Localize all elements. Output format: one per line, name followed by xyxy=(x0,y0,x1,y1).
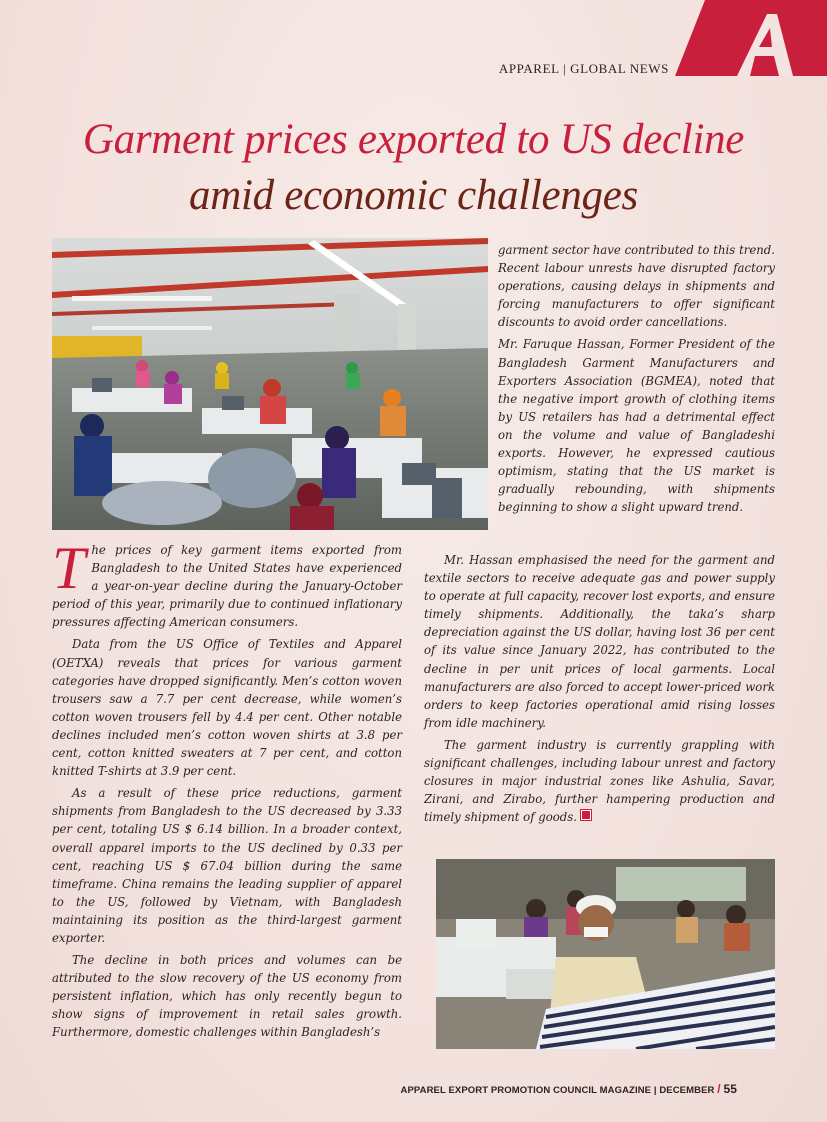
paragraph: Mr. Faruque Hassan, Former President of the Bangladesh Garment Manufacturers and Exporters Association (BGMEA), noted that the negative import growth of clothing items by US retailers has had a detrimental effect on the volume and value of Bangladeshi exports. However, he expressed cautious optimism, stating that the US market is gradually rebounding, with shipments beginning to show a slight upward trend. xyxy=(498,337,775,515)
title-line-1: Garment prices exported to US decline xyxy=(82,116,745,163)
apparel-a-logo xyxy=(675,0,827,76)
footer-text: APPAREL EXPORT PROMOTION COUNCIL MAGAZINE | DECEMBER xyxy=(400,1085,715,1096)
footer-slash: / xyxy=(717,1082,721,1096)
paragraph: The garment industry is currently grappling with significant challenges, including labour unrest and factory closures in major industrial zones like Ashulia, Savar, Zirani, and Zirabo, further hampering production and timely shipment of goods. xyxy=(424,737,775,825)
article-column-right xyxy=(424,551,775,830)
end-of-article-icon xyxy=(581,810,591,820)
article-column-top-right xyxy=(498,241,775,520)
section-label: APPAREL | GLOBAL NEWS xyxy=(498,61,669,76)
paragraph: he prices of key garment items exported from Bangladesh to the United States have experienced a year-on-year decline during the January-October period of this year, primarily due to continued inflationary pressures affecting American consumers. xyxy=(52,543,402,630)
paragraph: Data from the US Office of Textiles and Apparel (OETXA) reveals that prices for various garment categories have dropped significantly. Men’s cotton woven trousers saw a 7.7 per cent decrease, while women’s cotton woven trousers fell by 4.4 per cent. Other notable declines included men’s cotton woven shirts at 3.8 per cent, cotton knitted sweaters at 7 per cent, and cotton knitted T-shirts at 3.9 per cent. xyxy=(52,637,402,779)
paragraph: garment sector have contributed to this trend. Recent labour unrests have disrupted factory operations, causing delays in shipments and forcing manufacturers to offer significant discounts to avoid order cancellations. xyxy=(498,243,775,330)
sewing-worker-photo xyxy=(436,859,775,1049)
drop-cap: T xyxy=(52,535,86,601)
paragraph: As a result of these price reductions, garment shipments from Bangladesh to the US decreased by 3.33 per cent, totaling US $ 6.14 billion. In a broader context, overall apparel imports to the US declined by 0.33 per cent, reaching US $ 67.04 billion during the same timeframe. China remains the leading supplier of apparel to the US, followed by Vietnam, with Bangladesh maintaining its position as the third-largest garment exporter. xyxy=(52,786,402,945)
paragraph: The decline in both prices and volumes can be attributed to the slow recovery of the US economy from persistent inflation, which has only recently begun to show signs of improvement in retail sales growth. Furthermore, domestic challenges within Bangladesh’s xyxy=(52,953,402,1040)
article-column-left xyxy=(52,535,402,1046)
title-line-2: amid economic challenges xyxy=(189,172,638,219)
factory-floor-photo xyxy=(52,238,488,530)
paragraph: Mr. Hassan emphasised the need for the garment and textile sectors to receive adequate gas and power supply to operate at full capacity, recover lost exports, and ensure timely shipments. Additionally, the taka’s sharp depreciation against the US dollar, having lost 36 per cent of its value since January 2022, has contributed to the decline in per unit prices of local garments. Local manufacturers are also forced to accept lower-priced work orders to keep factories operational amid rising losses from idle machinery. xyxy=(424,553,775,730)
page-footer xyxy=(401,1082,738,1096)
page-number: 55 xyxy=(723,1082,737,1096)
article-title xyxy=(40,112,787,224)
